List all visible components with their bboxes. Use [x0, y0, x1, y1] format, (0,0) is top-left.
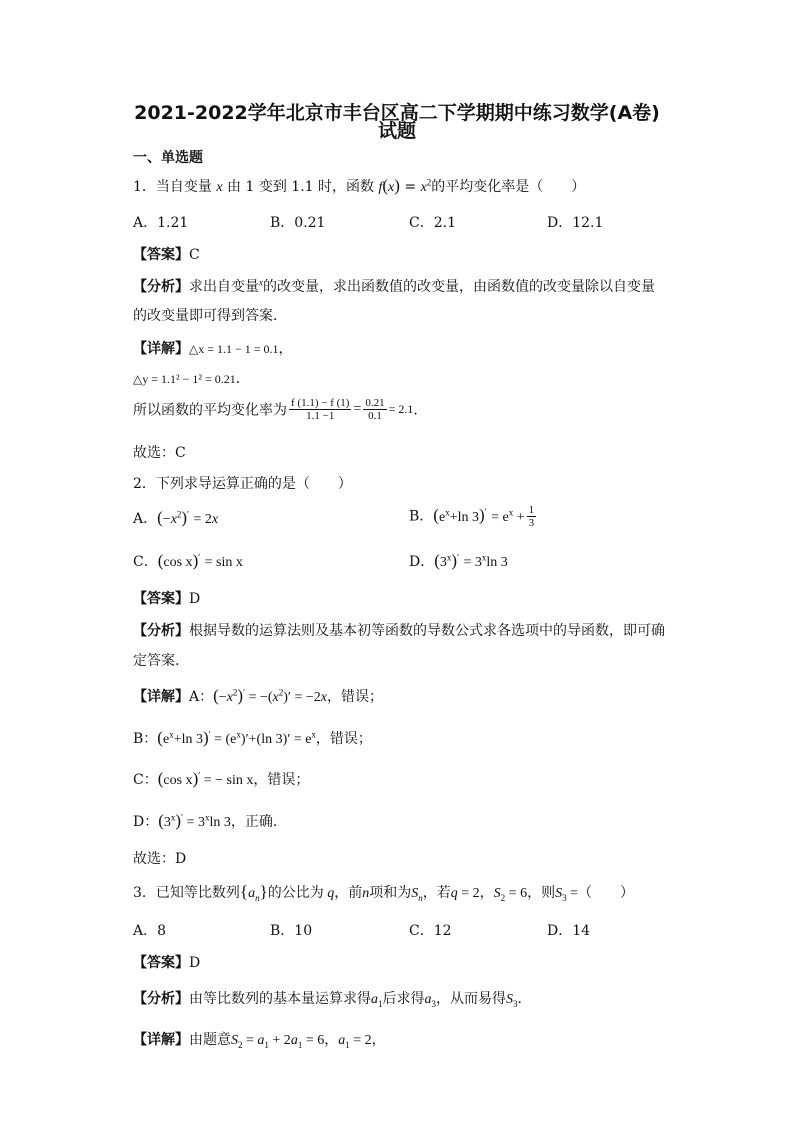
- question-3-detail: 【详解】由题意$S_2 = a_1 + 2a_1 = 6$，$a_1 = 2$，: [133, 1032, 386, 1050]
- question-2-analysis-continued: 定答案.: [133, 653, 180, 669]
- page-title-continued: 试题: [377, 120, 416, 142]
- question-1-detail: 【详解】△x = 1.1 − 1 = 0.1，: [133, 341, 293, 357]
- question-2-detail-a: 【详解】A：$(-x^2)' = -(x^2)' = -2x$，错误；: [133, 686, 383, 705]
- question-1-option-d: D．12.1: [547, 215, 604, 231]
- question-1-answer: 【答案】C: [133, 247, 200, 263]
- question-2-detail-d: D：$(3^x)' = 3^x\ln$ 3，正确.: [133, 811, 278, 830]
- question-2-option-a: A．$(-x^2)' = 2x$: [133, 508, 219, 527]
- question-1-analysis: 【分析】求出自变量$^x$的改变量，求出函数值的改变量，由函数值的改变量除以自变量: [133, 277, 655, 295]
- question-3-option-c: C．12: [409, 923, 452, 939]
- question-2-stem: 2．下列求导运算正确的是（ ）: [133, 476, 352, 492]
- question-3-option-a: A．8: [133, 923, 167, 939]
- question-2-analysis: 【分析】根据导数的运算法则及基本初等函数的导数公式求各选项中的导函数，即可确: [133, 623, 665, 639]
- question-3-stem: 3．已知等比数列$\{a_n\}$的公比为 q，前n项和为$S_n$，若q = 2，$S_2 = 6$，则$S_3$ =（ ）: [133, 882, 634, 903]
- question-3-analysis: 【分析】由等比数列的基本量运算求得$a_1$后求得$a_3$，从而易得$S_3$．: [133, 991, 532, 1009]
- fraction: $\frac{0.21}{0.1}$: [365, 397, 385, 422]
- question-2-detail-b: B：($e^x+\ln$ $3)' = (e^x)'+(\ln$ $3)' = e^x$，错误；: [133, 728, 372, 747]
- fraction: $\frac{1}{3}$: [528, 504, 535, 529]
- question-2-option-b: B．($e^x+\ln$ $3)' = e^x$ + $\frac{1}{3}$: [409, 504, 535, 529]
- question-3-option-b: B．10: [270, 923, 313, 939]
- page-title: 2021-2022学年北京市丰台区高二下学期期中练习数学(A卷): [134, 102, 660, 124]
- question-2-option-c: C．(cos x)′ = sin x: [133, 551, 243, 570]
- question-1-detail-line-2: △y = 1.1² − 1² = 0.21．: [133, 371, 250, 387]
- section-heading: 一、单选题: [133, 150, 203, 166]
- fraction: $\frac{f (1.1) - f (1)}{1.1 -1}$: [291, 397, 350, 422]
- question-1-detail-line-3: 所以函数的平均变化率为 $\frac{f (1.1) - f (1)}{1.1 -1}$ = $\frac{0.21}{0.1}$ = 2.1．: [133, 397, 428, 422]
- question-2-option-d: D．$(3^x)' = 3^x\ln$ 3: [409, 551, 508, 570]
- question-3-option-d: D．14: [547, 923, 591, 939]
- question-1-conclusion: 故选：C: [133, 445, 186, 461]
- question-1-option-b: B．0.21: [270, 215, 326, 231]
- question-3-answer: 【答案】D: [133, 955, 201, 971]
- question-1-option-c: C．2.1: [409, 215, 456, 231]
- question-1-stem: 1．当自变量 x 由 1 变到 1.1 时，函数 $f(x) = x^2$的平均变化率是（ ）: [133, 176, 586, 195]
- question-2-answer: 【答案】D: [133, 591, 201, 607]
- question-2-detail-c: C：(cos x)′ = − sin x，错误；: [133, 769, 310, 788]
- question-2-conclusion: 故选：D: [133, 851, 187, 867]
- question-1-analysis-continued: 的改变量即可得到答案．: [133, 308, 287, 324]
- question-1-option-a: A．1.21: [133, 215, 189, 231]
